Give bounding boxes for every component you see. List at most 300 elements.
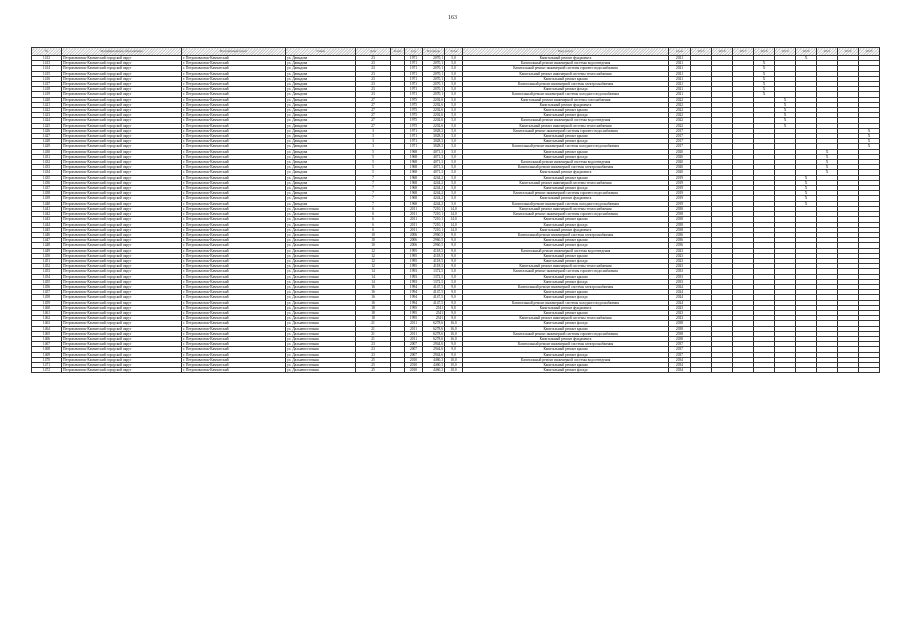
table-cell-mo: Петропавловск-Камчатский городской округ — [62, 212, 182, 217]
table-cell-term: 2023 — [669, 316, 691, 321]
table-cell-house: 16 — [356, 295, 391, 300]
column-header: 2023 — [859, 48, 880, 56]
table-cell-area: 6278,6 — [423, 336, 445, 341]
year-mark-cell: X — [775, 108, 796, 113]
table-cell-n: 1459 — [32, 300, 62, 305]
column-header: Улица — [286, 48, 356, 56]
table-cell-work: Капитальный ремонт инженерной системы холодного водоснабжения — [463, 144, 669, 149]
table-cell-area: 6278,6 — [423, 331, 445, 336]
table-cell-work: Капитальный ремонт инженерной системы газоснабжения — [463, 97, 669, 102]
table-cell-mo: Петропавловск-Камчатский городской округ — [62, 82, 182, 87]
table-cell-street: ул. Дальневосточная — [286, 362, 356, 367]
table-cell-work: Капитальный ремонт крыши — [463, 310, 669, 315]
table-cell-year: 1994 — [405, 284, 423, 289]
table-cell-year: 1968 — [405, 154, 423, 159]
table-cell-street: ул. Дальневосточная — [286, 352, 356, 357]
table-cell-area: 4244,2 — [423, 175, 445, 180]
year-mark-cell: X — [796, 201, 817, 206]
table-cell-year: 1975 — [405, 123, 423, 128]
table-cell-n: 1434 — [32, 170, 62, 175]
table-cell-city: г. Петропавловск-Камчатский — [182, 326, 286, 331]
table-cell-house: 14 — [356, 274, 391, 279]
table-cell-city: г. Петропавловск-Камчатский — [182, 113, 286, 118]
table-cell-n: 1432 — [32, 160, 62, 165]
table-cell-n: 1463 — [32, 321, 62, 326]
table-cell-term: 2038 — [669, 212, 691, 217]
year-mark-cell: X — [754, 92, 775, 97]
table-cell-n: 1428 — [32, 139, 62, 144]
table-cell-n: 1471 — [32, 362, 62, 367]
table-cell-street: ул. Дальневосточная — [286, 368, 356, 373]
table-cell-blank — [391, 368, 405, 373]
table-cell-year: 2007 — [405, 347, 423, 352]
table-cell-house: 23 — [356, 92, 391, 97]
table-cell-n: 1440 — [32, 201, 62, 206]
year-mark-cell: X — [775, 123, 796, 128]
year-mark-cell — [691, 368, 712, 373]
table-cell-mo: Петропавловск-Камчатский городской округ — [62, 201, 182, 206]
table-cell-area: 3028,3 — [423, 128, 445, 133]
table-cell-house: 6 — [356, 206, 391, 211]
table-cell-term: 2019 — [669, 175, 691, 180]
table-cell-term: 2036 — [669, 243, 691, 248]
table-cell-city: г. Петропавловск-Камчатский — [182, 352, 286, 357]
table-cell-work: Капитальный ремонт фасада — [463, 368, 669, 373]
table-cell-year: 1995 — [405, 310, 423, 315]
table-cell-term: 2021 — [669, 66, 691, 71]
table-cell-area: 4460,3 — [423, 362, 445, 367]
year-mark-cell — [733, 368, 754, 373]
table-cell-work: Капитальный ремонт крыши — [463, 347, 669, 352]
table-cell-floors: 5,0 — [445, 76, 463, 81]
table-cell-street: ул. Давыдова — [286, 186, 356, 191]
table-cell-year: 1975 — [405, 102, 423, 107]
year-mark-cell: X — [817, 149, 838, 154]
table-cell-work: Капитальный ремонт фундамента — [463, 56, 669, 61]
table-cell-mo: Петропавловск-Камчатский городской округ — [62, 310, 182, 315]
table-cell-city: г. Петропавловск-Камчатский — [182, 269, 286, 274]
table-cell-year: 1971 — [405, 66, 423, 71]
table-cell-mo: Петропавловск-Камчатский городской округ — [62, 76, 182, 81]
year-mark-cell: X — [775, 118, 796, 123]
table-cell-area: 2070,1 — [423, 76, 445, 81]
table-cell-area: 2541 — [423, 316, 445, 321]
year-mark-cell: X — [817, 165, 838, 170]
table-cell-work: Капитальный ремонт инженерной системы водоотведения — [463, 357, 669, 362]
column-header: 2017 — [733, 48, 754, 56]
table-cell-mo: Петропавловск-Камчатский городской округ — [62, 352, 182, 357]
header-row — [32, 48, 880, 56]
table-cell-work: Капитальный ремонт инженерной системы электроснабжения — [463, 342, 669, 347]
table-cell-term: 2023 — [669, 258, 691, 263]
table-cell-area: 4244,2 — [423, 191, 445, 196]
table-cell-n: 1460 — [32, 305, 62, 310]
table-cell-work: Капитальный ремонт фасада — [463, 352, 669, 357]
column-header: Корп — [391, 48, 405, 56]
table-cell-term: 2023 — [669, 248, 691, 253]
table-cell-area: 7210,1 — [423, 222, 445, 227]
table-cell-work: Капитальный ремонт инженерной системы горячего водоснабжения — [463, 212, 669, 217]
table-cell-year: 2011 — [405, 206, 423, 211]
table-cell-mo: Петропавловск-Камчатский городской округ — [62, 227, 182, 232]
table-cell-work: Капитальный ремонт крыши — [463, 290, 669, 295]
year-mark-cell: X — [817, 160, 838, 165]
table-cell-house: 23 — [356, 87, 391, 92]
column-header: Муниципальное образование — [62, 48, 182, 56]
table-cell-work: Капитальный ремонт крыши — [463, 217, 669, 222]
year-mark-cell: X — [796, 56, 817, 61]
table-cell-city: г. Петропавловск-Камчатский — [182, 97, 286, 102]
table-cell-street: ул. Давыдова — [286, 128, 356, 133]
table-cell-city: г. Петропавловск-Камчатский — [182, 139, 286, 144]
table-cell-street: ул. Давыдова — [286, 118, 356, 123]
table-cell-house: 14 — [356, 269, 391, 274]
table-cell-floors: 9,0 — [445, 310, 463, 315]
table-cell-floors: 5,0 — [445, 274, 463, 279]
table-cell-term: 2038 — [669, 326, 691, 331]
table-cell-work: Капитальный ремонт инженерной системы теплоснабжения — [463, 316, 669, 321]
table-cell-area: 3028,3 — [423, 139, 445, 144]
table-cell-city: г. Петропавловск-Камчатский — [182, 170, 286, 175]
table-cell-mo: Петропавловск-Камчатский городской округ — [62, 253, 182, 258]
table-cell-year: 1968 — [405, 170, 423, 175]
table-cell-work: Капитальный ремонт инженерной системы горячего водоснабжения — [463, 66, 669, 71]
table-cell-floors: 14,0 — [445, 206, 463, 211]
table-cell-city: г. Петропавловск-Камчатский — [182, 336, 286, 341]
column-header: Срок — [669, 48, 691, 56]
table-cell-floors: 5,0 — [445, 180, 463, 185]
table-cell-area: 2541 — [423, 305, 445, 310]
table-cell-mo: Петропавловск-Камчатский городской округ — [62, 134, 182, 139]
table-cell-house: 12 — [356, 253, 391, 258]
table-cell-n: 1447 — [32, 238, 62, 243]
table-cell-work: Капитальный ремонт инженерной системы теплоснабжения — [463, 206, 669, 211]
table-cell-city: г. Петропавловск-Камчатский — [182, 128, 286, 133]
table-cell-house: 12 — [356, 248, 391, 253]
table-cell-n: 1433 — [32, 165, 62, 170]
table-cell-area: 4244,2 — [423, 180, 445, 185]
table-cell-term: 2033 — [669, 269, 691, 274]
table-cell-n: 1469 — [32, 352, 62, 357]
table-cell-term: 2022 — [669, 113, 691, 118]
table-cell-term: 2038 — [669, 217, 691, 222]
table-cell-street: ул. Давыдова — [286, 180, 356, 185]
table-cell-work: Капитальный ремонт крыши — [463, 274, 669, 279]
year-mark-cell — [859, 368, 880, 373]
table-cell-area: 7210,1 — [423, 206, 445, 211]
table-cell-term: 2023 — [669, 305, 691, 310]
column-header: Год — [405, 48, 423, 56]
table-cell-floors: 5,0 — [445, 97, 463, 102]
table-cell-area: 2070,1 — [423, 92, 445, 97]
column-header: Площадь — [423, 48, 445, 56]
table-cell-n: 1452 — [32, 264, 62, 269]
table-cell-year: 2006 — [405, 232, 423, 237]
table-cell-mo: Петропавловск-Камчатский городской округ — [62, 108, 182, 113]
table-cell-term: 2019 — [669, 180, 691, 185]
table-cell-street: ул. Дальневосточная — [286, 222, 356, 227]
table-cell-house: 18 — [356, 305, 391, 310]
table-cell-term: 2021 — [669, 82, 691, 87]
table-cell-city: г. Петропавловск-Камчатский — [182, 316, 286, 321]
table-cell-floors: 14,0 — [445, 227, 463, 232]
table-cell-floors: 5,0 — [445, 108, 463, 113]
table-cell-area: 4147,5 — [423, 284, 445, 289]
table-cell-city: г. Петропавловск-Камчатский — [182, 295, 286, 300]
table-cell-house: 6 — [356, 217, 391, 222]
table-cell-mo: Петропавловск-Камчатский городской округ — [62, 139, 182, 144]
column-header: 2021 — [817, 48, 838, 56]
table-cell-term: 2020 — [669, 165, 691, 170]
table-cell-house: 27 — [356, 97, 391, 102]
table-cell-street: ул. Дальневосточная — [286, 331, 356, 336]
table-cell-area: 4071,3 — [423, 154, 445, 159]
table-cell-mo: Петропавловск-Камчатский городской округ — [62, 232, 182, 237]
table-cell-n: 1421 — [32, 102, 62, 107]
table-cell-street: ул. Дальневосточная — [286, 300, 356, 305]
table-cell-n: 1427 — [32, 134, 62, 139]
table-cell-year: 1968 — [405, 196, 423, 201]
table-cell-mo: Петропавловск-Камчатский городской округ — [62, 362, 182, 367]
table-cell-street: ул. Давыдова — [286, 66, 356, 71]
table-cell-n: 1415 — [32, 71, 62, 76]
table-cell-n: 1467 — [32, 342, 62, 347]
table-cell-city: г. Петропавловск-Камчатский — [182, 264, 286, 269]
table-cell-city: г. Петропавловск-Камчатский — [182, 160, 286, 165]
table-cell-n: 1464 — [32, 326, 62, 331]
table-cell-house: 27 — [356, 108, 391, 113]
table-cell-year: 1994 — [405, 300, 423, 305]
table-cell-year: 1968 — [405, 191, 423, 196]
table-cell-floors: 5,0 — [445, 71, 463, 76]
table-cell-term: 2038 — [669, 331, 691, 336]
table-cell-mo: Петропавловск-Камчатский городской округ — [62, 279, 182, 284]
table-cell-city: г. Петропавловск-Камчатский — [182, 321, 286, 326]
table-cell-street: ул. Дальневосточная — [286, 310, 356, 315]
table-cell-n: 1429 — [32, 144, 62, 149]
table-cell-city: г. Петропавловск-Камчатский — [182, 201, 286, 206]
table-cell-area: 4244,2 — [423, 201, 445, 206]
table-cell-floors: 9,0 — [445, 238, 463, 243]
table-cell-floors: 5,0 — [445, 92, 463, 97]
table-cell-term: 2037 — [669, 347, 691, 352]
table-cell-house: 7 — [356, 186, 391, 191]
table-cell-floors: 9,0 — [445, 248, 463, 253]
table-cell-term: 2020 — [669, 170, 691, 175]
table-cell-city: г. Петропавловск-Камчатский — [182, 284, 286, 289]
table-cell-mo: Петропавловск-Камчатский городской округ — [62, 269, 182, 274]
table-cell-term: 2022 — [669, 97, 691, 102]
table-cell-floors: 5,0 — [445, 118, 463, 123]
table-cell-n: 1456 — [32, 284, 62, 289]
table-cell-n: 1446 — [32, 232, 62, 237]
table-cell-street: ул. Дальневосточная — [286, 284, 356, 289]
table-cell-area: 4118,5 — [423, 258, 445, 263]
table-cell-term: 2038 — [669, 206, 691, 211]
table-cell-n: 1442 — [32, 212, 62, 217]
table-cell-floors: 16,0 — [445, 326, 463, 331]
table-cell-n: 1450 — [32, 253, 62, 258]
table-cell-area: 2202,6 — [423, 113, 445, 118]
table-cell-street: ул. Давыдова — [286, 108, 356, 113]
table-cell-floors: 5,0 — [445, 186, 463, 191]
table-row — [32, 368, 880, 373]
table-cell-house: 21 — [356, 321, 391, 326]
table-cell-n: 1466 — [32, 336, 62, 341]
table-cell-term: 2037 — [669, 342, 691, 347]
table-cell-term: 2023 — [669, 264, 691, 269]
table-cell-work: Капитальный ремонт крыши — [463, 362, 669, 367]
table-cell-floors: 9,0 — [445, 347, 463, 352]
year-mark-cell: X — [796, 180, 817, 185]
table-cell-n: 1468 — [32, 347, 62, 352]
table-cell-n: 1462 — [32, 316, 62, 321]
table-cell-term: 2024 — [669, 290, 691, 295]
table-cell-term: 2021 — [669, 71, 691, 76]
table-cell-term: 2017 — [669, 134, 691, 139]
table-cell-city: г. Петропавловск-Камчатский — [182, 206, 286, 211]
table-cell-city: г. Петропавловск-Камчатский — [182, 212, 286, 217]
table-cell-year: 1995 — [405, 258, 423, 263]
table-cell-n: 1413 — [32, 61, 62, 66]
table-cell-work: Капитальный ремонт инженерной системы холодного водоснабжения — [463, 201, 669, 206]
table-cell-work: Капитальный ремонт инженерной системы горячего водоснабжения — [463, 128, 669, 133]
table-cell-mo: Петропавловск-Камчатский городской округ — [62, 165, 182, 170]
table-cell-street: ул. Дальневосточная — [286, 290, 356, 295]
year-mark-cell: X — [859, 144, 880, 149]
table-cell-house: 7 — [356, 180, 391, 185]
table-cell-house: 27 — [356, 113, 391, 118]
table-cell-n: 1424 — [32, 118, 62, 123]
table-cell-work: Капитальный ремонт инженерной системы водоотведения — [463, 118, 669, 123]
table-cell-n: 1417 — [32, 82, 62, 87]
table-cell-term: 2038 — [669, 321, 691, 326]
table-cell-area: 2944,6 — [423, 347, 445, 352]
table-cell-year: 2010 — [405, 368, 423, 373]
column-header: Вид работ — [463, 48, 669, 56]
table-cell-house: 18 — [356, 316, 391, 321]
table-cell-city: г. Петропавловск-Камчатский — [182, 258, 286, 263]
table-cell-house: 12 — [356, 258, 391, 263]
table-cell-term: 2033 — [669, 279, 691, 284]
table-cell-area: 2202,6 — [423, 102, 445, 107]
table-cell-street: ул. Давыдова — [286, 92, 356, 97]
table-cell-street: ул. Дальневосточная — [286, 357, 356, 362]
table-cell-year: 2011 — [405, 326, 423, 331]
table-cell-street: ул. Давыдова — [286, 56, 356, 61]
table-cell-city: г. Петропавловск-Камчатский — [182, 357, 286, 362]
table-cell-house: 27 — [356, 118, 391, 123]
table-cell-work: Капитальный ремонт крыши — [463, 238, 669, 243]
table-cell-work: Капитальный ремонт инженерной системы электроснабжения — [463, 165, 669, 170]
table-cell-street: ул. Давыдова — [286, 87, 356, 92]
table-cell-house: 23 — [356, 76, 391, 81]
table-cell-floors: 14,0 — [445, 212, 463, 217]
table-cell-street: ул. Давыдова — [286, 191, 356, 196]
table-cell-mo: Петропавловск-Камчатский городской округ — [62, 248, 182, 253]
table-cell-term: 2017 — [669, 144, 691, 149]
table-cell-city: г. Петропавловск-Камчатский — [182, 191, 286, 196]
year-mark-cell: X — [754, 82, 775, 87]
table-cell-mo: Петропавловск-Камчатский городской округ — [62, 243, 182, 248]
table-cell-street: ул. Давыдова — [286, 160, 356, 165]
table-cell-mo: Петропавловск-Камчатский городской округ — [62, 186, 182, 191]
table-cell-city: г. Петропавловск-Камчатский — [182, 368, 286, 373]
table-cell-mo: Петропавловск-Камчатский городской округ — [62, 321, 182, 326]
table-cell-n: 1419 — [32, 92, 62, 97]
table-cell-n: 1457 — [32, 290, 62, 295]
table-cell-street: ул. Дальневосточная — [286, 217, 356, 222]
table-cell-city: г. Петропавловск-Камчатский — [182, 144, 286, 149]
table-cell-work: Капитальный ремонт фундамента — [463, 305, 669, 310]
table-cell-area: 3028,3 — [423, 144, 445, 149]
year-mark-cell — [838, 368, 859, 373]
table-cell-year: 1995 — [405, 253, 423, 258]
table-cell-mo: Петропавловск-Камчатский городской округ — [62, 326, 182, 331]
table-cell-year: 2007 — [405, 342, 423, 347]
table-cell-house: 5 — [356, 154, 391, 159]
table-cell-work: Капитальный ремонт инженерной системы водоотведения — [463, 248, 669, 253]
table-cell-n: 1426 — [32, 128, 62, 133]
table-cell-term: 2038 — [669, 336, 691, 341]
table-cell-floors: 5,0 — [445, 113, 463, 118]
table-cell-n: 1455 — [32, 279, 62, 284]
table-cell-term: 2020 — [669, 149, 691, 154]
table-cell-house: 3 — [356, 139, 391, 144]
table-cell-term: 2017 — [669, 128, 691, 133]
table-cell-house: 7 — [356, 175, 391, 180]
table-cell-floors: 5,0 — [445, 165, 463, 170]
table-cell-work: Капитальный ремонт крыши — [463, 76, 669, 81]
table-cell-floors: 5,0 — [445, 175, 463, 180]
table-cell-mo: Петропавловск-Камчатский городской округ — [62, 300, 182, 305]
table-cell-mo: Петропавловск-Камчатский городской округ — [62, 128, 182, 133]
table-cell-city: г. Петропавловск-Камчатский — [182, 342, 286, 347]
table-cell-work: Капитальный ремонт инженерной системы электроснабжения — [463, 284, 669, 289]
table-cell-mo: Петропавловск-Камчатский городской округ — [62, 118, 182, 123]
table-cell-area: 2944,6 — [423, 352, 445, 357]
table-cell-street: ул. Дальневосточная — [286, 347, 356, 352]
table-cell-house: 27 — [356, 102, 391, 107]
table-cell-floors: 10,0 — [445, 362, 463, 367]
table-cell-n: 1443 — [32, 217, 62, 222]
table-cell-year: 1971 — [405, 56, 423, 61]
table-cell-house: 3 — [356, 128, 391, 133]
table-cell-work: Капитальный ремонт инженерной системы холодного водоснабжения — [463, 92, 669, 97]
table-cell-mo: Петропавловск-Камчатский городской округ — [62, 222, 182, 227]
table-cell-term: 2038 — [669, 222, 691, 227]
table-cell-house: 10 — [356, 238, 391, 243]
table-cell-city: г. Петропавловск-Камчатский — [182, 56, 286, 61]
table-cell-year: 2010 — [405, 362, 423, 367]
table-cell-work: Капитальный ремонт крыши — [463, 326, 669, 331]
table-cell-house: 25 — [356, 362, 391, 367]
table-cell-year: 1971 — [405, 61, 423, 66]
table-cell-city: г. Петропавловск-Камчатский — [182, 232, 286, 237]
table-cell-house: 10 — [356, 232, 391, 237]
table-cell-n: 1436 — [32, 180, 62, 185]
table-cell-floors: 9,0 — [445, 258, 463, 263]
table-cell-term: 2036 — [669, 238, 691, 243]
table-cell-street: ул. Давыдова — [286, 76, 356, 81]
table-cell-street: ул. Дальневосточная — [286, 227, 356, 232]
table-cell-term: 2022 — [669, 108, 691, 113]
table-cell-work: Капитальный ремонт фундамента — [463, 170, 669, 175]
table-cell-area: 7210,1 — [423, 227, 445, 232]
table-cell-year: 2011 — [405, 217, 423, 222]
table-cell-area: 2070,1 — [423, 87, 445, 92]
table-cell-mo: Петропавловск-Камчатский городской округ — [62, 154, 182, 159]
